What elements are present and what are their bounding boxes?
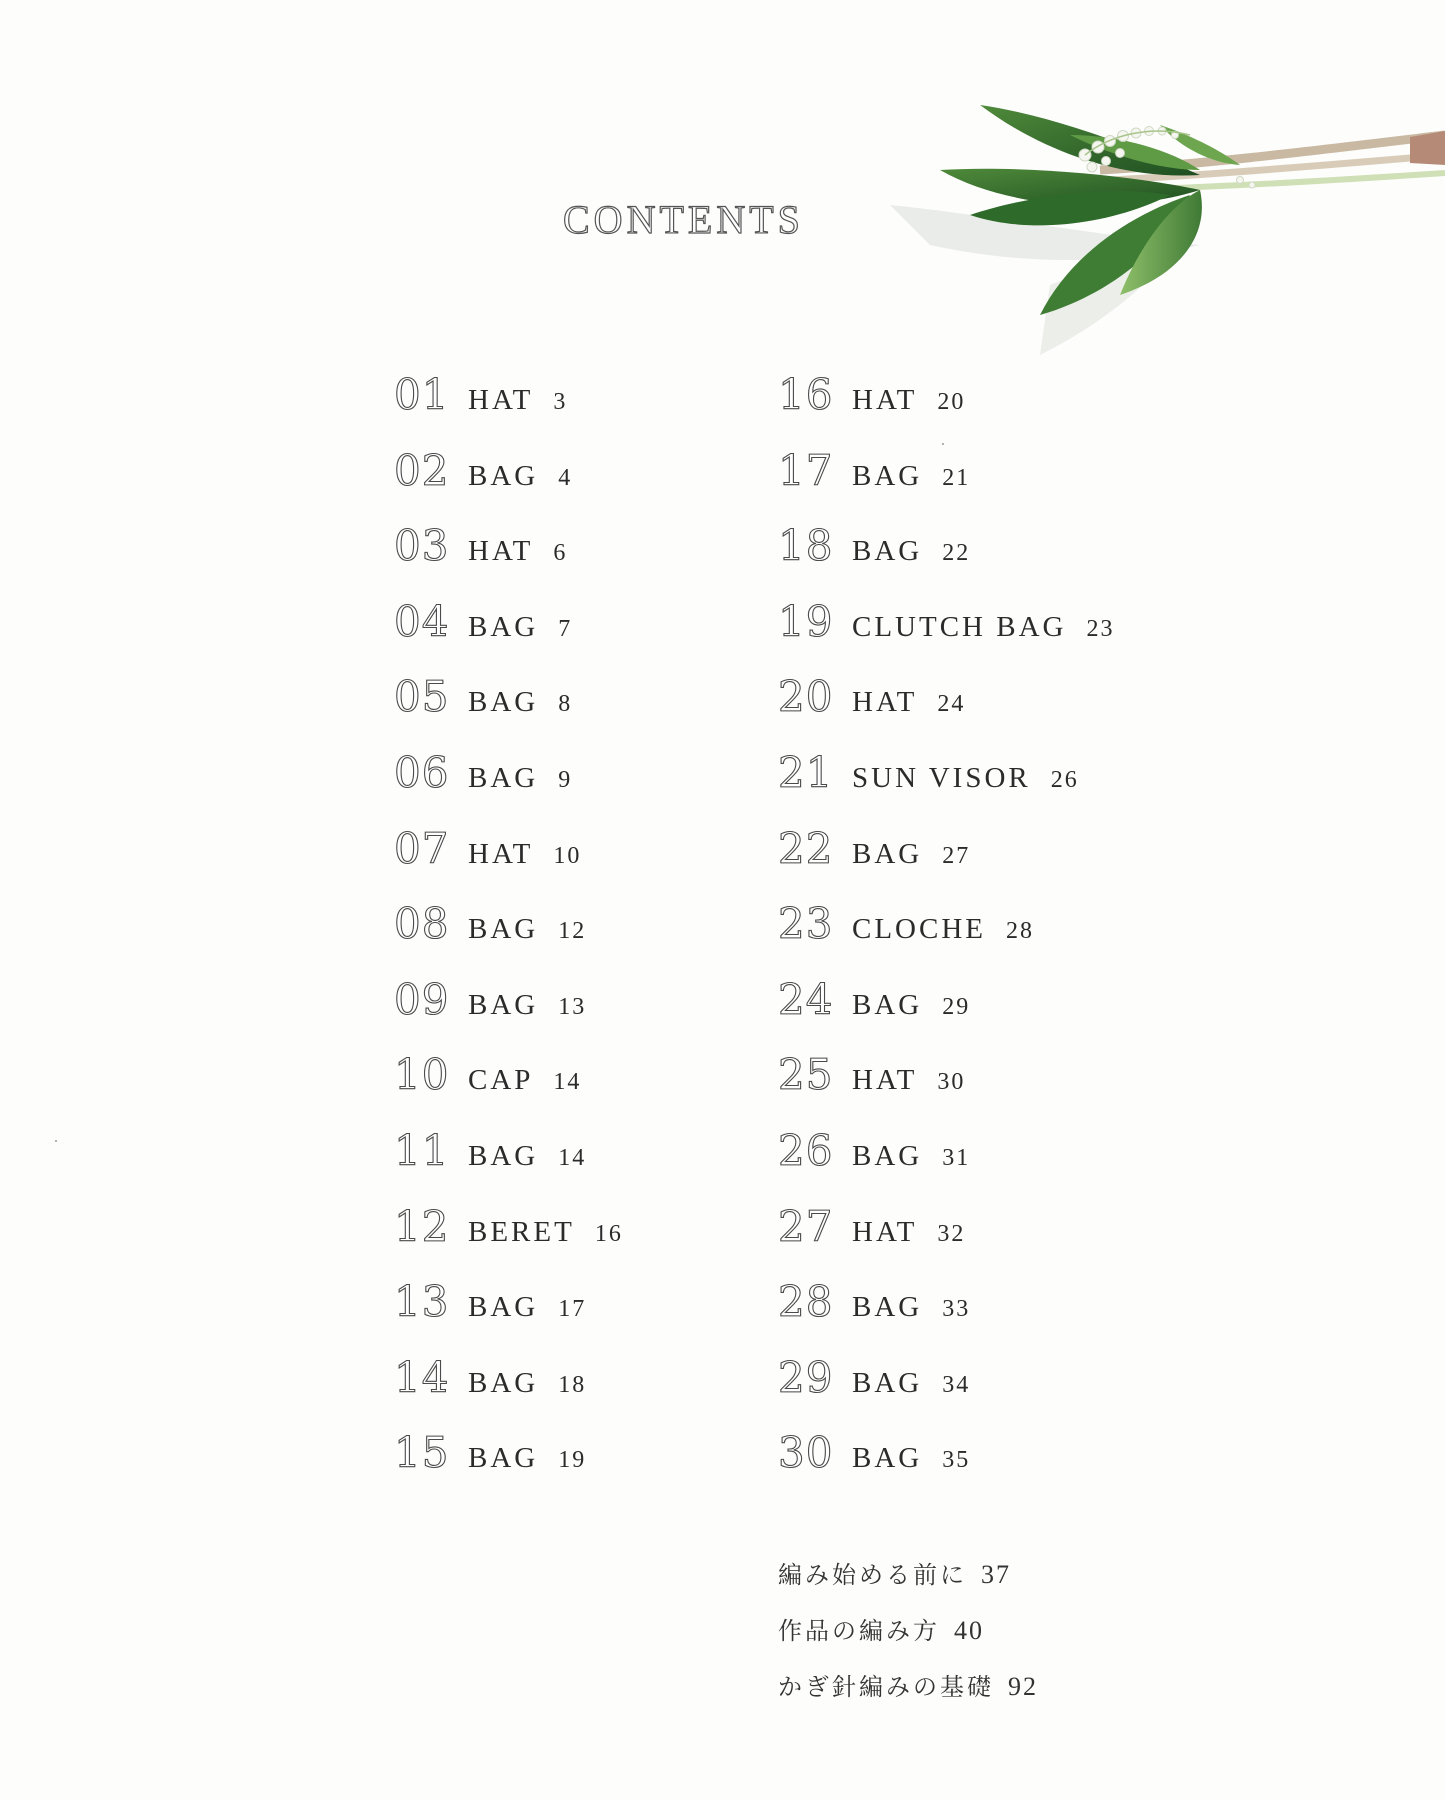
entry-page-number: 17 (558, 1296, 587, 1323)
contents-entry[interactable] (778, 899, 1298, 975)
entry-number: 07 (394, 823, 450, 873)
extra-page-number: 40 (954, 1616, 984, 1645)
entry-item: BAG (852, 1442, 923, 1475)
entry-item: BAG (468, 1291, 539, 1324)
extra-page-number: 92 (1008, 1672, 1038, 1701)
entry-page-number: 31 (942, 1144, 971, 1171)
entry-item: BAG (468, 459, 539, 492)
entry-page-number: 4 (558, 464, 573, 491)
entry-item: CAP (468, 1064, 534, 1097)
entry-item: BAG (468, 1366, 539, 1399)
entry-page-number: 32 (937, 1220, 966, 1247)
entry-page-number: 19 (558, 1447, 587, 1474)
entry-number: 09 (394, 974, 450, 1024)
entry-page-number: 29 (942, 993, 971, 1020)
entry-item: BAG (852, 1139, 923, 1172)
contents-entry[interactable] (778, 975, 1298, 1051)
entry-page-number: 33 (942, 1296, 971, 1323)
entry-number: 10 (394, 1050, 450, 1100)
entry-number: 18 (778, 521, 834, 571)
entry-page-number: 3 (553, 389, 568, 415)
contents-entry[interactable] (778, 748, 1298, 824)
entry-page-number: 28 (1006, 918, 1034, 945)
entry-item: BAG (468, 1442, 539, 1475)
contents-entry[interactable] (778, 672, 1298, 748)
entry-number: 12 (394, 1201, 450, 1251)
lily-of-the-valley-icon (870, 95, 1445, 375)
entry-item: BAG (468, 610, 539, 643)
entry-item: HAT (468, 837, 534, 870)
entry-page-number: 35 (942, 1447, 971, 1474)
entry-number: 02 (394, 445, 450, 495)
entry-number: 17 (778, 445, 834, 495)
contents-entry[interactable] (778, 446, 1298, 522)
entry-number: 08 (394, 899, 450, 949)
entry-item: HAT (468, 535, 534, 568)
contents-entry[interactable] (778, 1353, 1298, 1429)
entry-page-number: 13 (558, 993, 587, 1020)
entry-item: BAG (468, 686, 539, 719)
entry-number: 25 (778, 1050, 834, 1100)
entry-number: 14 (394, 1352, 450, 1402)
entry-number: 23 (778, 899, 834, 949)
entry-item: BAG (468, 1139, 539, 1172)
entry-page-number: 22 (942, 540, 971, 567)
entry-page-number: 16 (594, 1220, 623, 1247)
entry-page-number: 12 (558, 918, 587, 945)
entry-item: BAG (852, 1291, 923, 1324)
entry-page-number: 21 (942, 464, 971, 491)
entry-item: BAG (852, 459, 923, 492)
entry-page-number: 34 (942, 1371, 971, 1398)
entry-number: 05 (394, 672, 450, 722)
entry-number: 21 (778, 747, 834, 797)
entry-number: 28 (778, 1277, 834, 1327)
contents-entry[interactable] (778, 1050, 1298, 1126)
entry-page-number: 18 (558, 1371, 587, 1398)
entry-page-number: 23 (1086, 615, 1115, 642)
entry-number: 15 (394, 1428, 450, 1478)
entry-item: BERET (468, 1215, 575, 1248)
contents-right-column (778, 370, 1298, 1504)
entry-page-number: 14 (553, 1069, 582, 1096)
contents-entry[interactable] (778, 521, 1298, 597)
entry-item: BAG (852, 837, 923, 870)
entry-number: 20 (778, 672, 834, 722)
entry-number: 30 (778, 1428, 834, 1478)
entry-number: 27 (778, 1201, 834, 1251)
entry-item: BAG (852, 1366, 923, 1399)
entry-page-number: 30 (937, 1069, 966, 1096)
entry-page-number: 20 (937, 389, 966, 415)
entry-number: 01 (394, 370, 450, 419)
entry-number: 03 (394, 521, 450, 571)
entry-number: 04 (394, 596, 450, 646)
entry-item: BAG (468, 913, 539, 946)
entry-page-number: 7 (558, 615, 573, 642)
entry-number: 16 (778, 370, 834, 419)
contents-entry[interactable] (778, 597, 1298, 673)
entry-item: CLUTCH BAG (852, 610, 1067, 643)
contents-extras (778, 1555, 1038, 1723)
entry-item: BAG (852, 535, 923, 568)
entry-number: 06 (394, 747, 450, 797)
entry-page-number: 26 (1050, 766, 1079, 793)
entry-number: 22 (778, 823, 834, 873)
entry-item: BAG (468, 988, 539, 1021)
extra-label: かぎ針編みの基礎 (778, 1673, 994, 1701)
contents-extra-entry[interactable] (778, 1611, 1038, 1667)
entry-item: HAT (852, 1215, 918, 1248)
contents-entry[interactable] (778, 1428, 1298, 1504)
entry-number: 26 (778, 1125, 834, 1175)
entry-page-number: 27 (942, 842, 971, 869)
contents-extra-entry[interactable] (778, 1667, 1038, 1723)
entry-page-number: 8 (558, 691, 573, 718)
entry-page-number: 14 (558, 1144, 587, 1171)
extra-label: 作品の編み方 (778, 1617, 940, 1645)
contents-entry[interactable] (778, 370, 1298, 446)
contents-entry[interactable] (778, 1277, 1298, 1353)
entry-item: HAT (852, 384, 918, 416)
paper-speck (942, 443, 944, 445)
contents-extra-entry[interactable] (778, 1555, 1038, 1611)
entry-item: BAG (852, 988, 923, 1021)
entry-item: SUN VISOR (852, 761, 1031, 794)
extra-label: 編み始める前に (778, 1561, 967, 1589)
entry-page-number: 9 (558, 766, 573, 793)
paper-speck (55, 1140, 57, 1142)
entry-number: 11 (394, 1125, 450, 1175)
entry-page-number: 10 (553, 842, 582, 869)
entry-number: 24 (778, 974, 834, 1024)
entry-item: HAT (852, 686, 918, 719)
contents-entry[interactable] (778, 1202, 1298, 1278)
entry-page-number: 24 (937, 691, 966, 718)
entry-number: 19 (778, 596, 834, 646)
contents-entry[interactable] (778, 824, 1298, 900)
entry-page-number: 6 (553, 540, 568, 567)
extra-page-number: 37 (981, 1560, 1011, 1589)
entry-number: 29 (778, 1352, 834, 1402)
entry-item: BAG (468, 761, 539, 794)
entry-item: HAT (468, 384, 534, 416)
contents-entry[interactable] (778, 1126, 1298, 1202)
entry-item: CLOCHE (852, 913, 986, 946)
entry-number: 13 (394, 1277, 450, 1327)
contents-title: CONTENTS (563, 197, 804, 242)
entry-item: HAT (852, 1064, 918, 1097)
